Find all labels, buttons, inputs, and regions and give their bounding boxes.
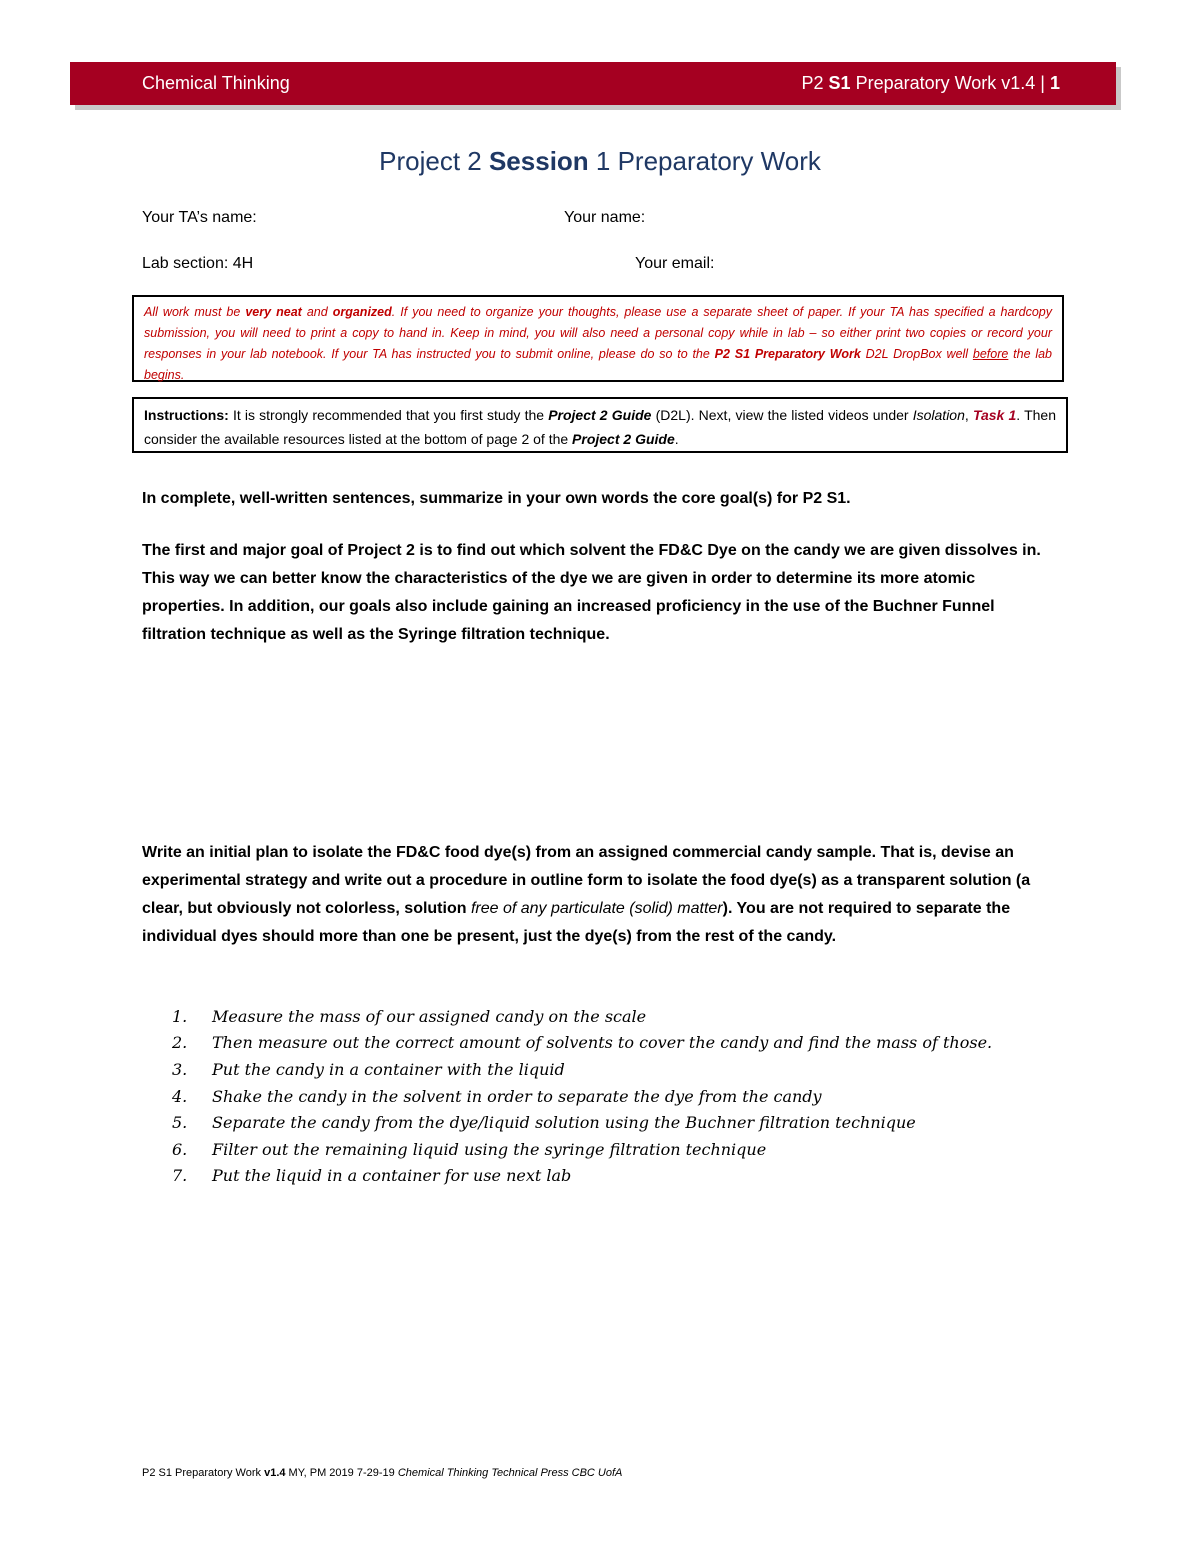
isolation-ref: Isolation [912,407,965,423]
procedure-step [172,1003,1072,1030]
step-text: Measure the mass of our assigned candy on the scale [212,1006,647,1026]
instructions-label: Instructions: [144,407,229,423]
notice-dropbox-name: P2 S1 Preparatory Work [714,347,861,361]
footer-version: v1.4 [264,1467,286,1479]
header-project: P2 [801,73,829,93]
your-name-field: Your name: [564,209,646,226]
question-initial-plan [142,839,1062,951]
ta-name-field: Your TA’s name: [142,209,257,226]
instructions-text: , [964,407,973,423]
header-doc-info [802,73,1061,94]
instructions-text: . [674,431,679,447]
notice-text: . If you need to organize your thoughts, please use a separate sheet of paper. If your TA has specified a hardcopy submission, you will need to print a copy to hand in. Keep in mind, you will also need a personal copy while in lab – so either print two copies or record your responses in your lab notebook. If your TA has instructed you to submit online, please do so to the [144,305,1052,361]
project-guide-ref: Project 2 Guide [548,407,652,423]
procedure-step [172,1030,1072,1057]
procedure-steps [172,1003,1072,1189]
footer-text: P2 S1 Preparatory Work [142,1467,265,1479]
instructions-text: It is strongly recommended that you first study the [228,407,549,423]
notice-text: the lab begins. [144,347,1052,382]
instructions-text: (D2L). Next, view the listed videos under [651,407,913,423]
procedure-step [172,1109,1072,1136]
title-part2: 1 Preparatory Work [588,146,821,176]
procedure-step [172,1083,1072,1110]
header-session: S1 [828,73,851,93]
step-number: 5. [172,1113,188,1133]
step-number: 6. [172,1139,188,1159]
procedure-step [172,1163,1072,1190]
step-number: 4. [172,1086,188,1106]
procedure-step [172,1056,1072,1083]
procedure-step [172,1136,1072,1163]
step-text: Then measure out the correct amount of solvents to cover the candy and find the mass of those. [212,1033,993,1053]
question-italic: free of any particulate (solid) matter [470,900,723,917]
step-text: Filter out the remaining liquid using the syringe filtration technique [212,1139,767,1159]
instructions-box [132,397,1068,453]
header-doc-title: Preparatory Work v1.4 | [850,73,1050,93]
step-number: 7. [172,1166,188,1186]
footer-text: MY, PM 2019 7-29-19 [285,1467,398,1479]
step-text: Put the liquid in a container for use next lab [212,1166,572,1186]
page-footer [142,1467,622,1479]
step-text: Separate the candy from the dye/liquid solution using the Buchner filtration technique [212,1113,916,1133]
notice-underline: before [972,347,1009,361]
question-text: ). You are not required to separate the individual dyes should more than one be present, just the dye(s) from the rest of the candy. [142,900,1011,945]
page-header [70,62,1116,105]
step-number: 2. [172,1033,188,1053]
question-text: Write an initial plan to isolate the FD&C food dye(s) from an assigned commercial candy sample. That is, devise an experimental strategy and write out a procedure in outline form to isolate the food dye(s) as a transparent solution (a clear, but obviously not colorless, solution [142,844,1031,917]
title-session: Session [488,146,589,176]
your-email-field: Your email: [635,255,715,272]
step-number: 3. [172,1059,188,1079]
lab-section-field: Lab section: 4H [142,255,254,272]
notice-emphasis: organized [332,305,392,319]
answer-core-goals: The first and major goal of Project 2 is to find out which solvent the FD&C Dye on the candy we are given dissolves in. This way we can better know the characteristics of the dye we are given in order to determine its more atomic properties. In addition, our goals also include gaining an increased proficiency in the use of the Buchner Funnel filtration technique as well as the Syringe filtration technique. [142,542,1041,643]
step-text: Shake the candy in the solvent in order to separate the dye from the candy [212,1086,822,1106]
title-part1: Project 2 [379,146,489,176]
task-ref: Task 1 [972,407,1017,423]
header-course-name: Chemical Thinking [142,73,290,93]
notice-text: All work must be [144,305,246,319]
notice-text: D2L DropBox well [860,347,973,361]
project-guide-ref: Project 2 Guide [572,431,675,447]
notice-emphasis: very neat [245,305,302,319]
header-page-number: 1 [1049,73,1060,93]
submission-notice [132,295,1064,382]
footer-press: Chemical Thinking Technical Press CBC UofA [397,1467,623,1479]
page-title [0,146,1200,177]
question-core-goals: In complete, well-written sentences, summarize in your own words the core goal(s) for P2 S1. [142,490,851,507]
step-number: 1. [172,1006,188,1026]
notice-text: and [301,305,333,319]
instructions-text: . Then consider the available resources listed at the bottom of page 2 of the [144,407,1057,447]
step-text: Put the candy in a container with the liquid [212,1059,565,1079]
